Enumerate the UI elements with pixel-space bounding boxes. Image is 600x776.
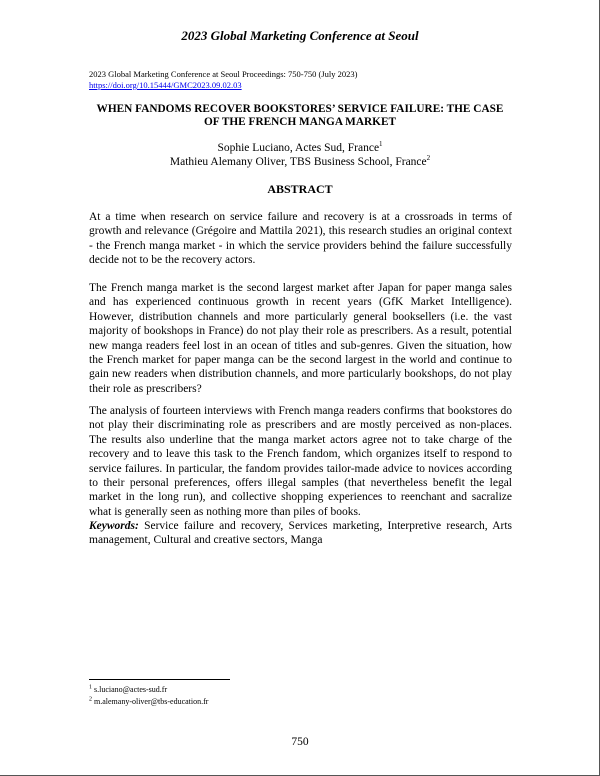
- page-number: 750: [291, 736, 309, 748]
- keywords-label: Keywords:: [89, 520, 139, 532]
- abstract-paragraph: At a time when research on service failure and recovery is at a crossroads in terms of growth and relevance (Grégoire and Mattila 2021), this research studies an original context - the French manga market - in which the service providers behind the failure successfully decide not to be the recovery actors.: [89, 211, 512, 267]
- footnote-email: m.alemany-oliver@tbs-education.fr: [92, 697, 209, 706]
- author-block: [89, 141, 511, 169]
- footnote-marker: 2: [89, 696, 92, 703]
- running-header: 2023 Global Marketing Conference at Seoul: [181, 28, 419, 43]
- abstract-heading: ABSTRACT: [267, 182, 333, 196]
- abstract-paragraph: The analysis of fourteen interviews with French manga readers confirms that bookstores do not play their discriminating role as prescribers and are mostly perceived as non-places. The results also underline that the manga market actors agree not to take charge of the recovery and to leave this task to the French fandom, which organizes itself to respond to service failures. In particular, the fandom provides tailor-made advice to novices according to their personal preferences, offers illegal samples (that nevertheless benefit the legal market in the long run), and collective shopping experiences to reenchant and sacralize what is generally seen as nothing more than piles of books.: [89, 405, 512, 518]
- abstract-paragraph: The French manga market is the second largest market after Japan for paper manga sales and has experienced continuous growth in recent years (GfK Market Intelligence). However, distribution channels and more particularly general booksellers (i.e. the vast majority of bookshops in France) do not play their role as prescribers. As a result, potential new manga readers feel lost in an ocean of titles and sub-genres. Given the situation, how the French market for paper manga can be the second largest in the world and continue to gain new readers when distribution channels, and more particularly bookshops, do not play their role as prescribers?: [89, 282, 512, 395]
- author-line: [89, 155, 511, 169]
- author-line: [89, 141, 511, 155]
- proceedings-line: 2023 Global Marketing Conference at Seoul Proceedings: 750-750 (July 2023): [89, 69, 358, 79]
- footnote-marker: 1: [89, 684, 92, 691]
- keywords-text: Service failure and recovery, Services marketing, Interpretive research, Arts management, Cultural and creative sectors, Manga: [89, 520, 512, 547]
- footnote: [89, 697, 208, 707]
- footnote-divider: [89, 679, 230, 680]
- keywords: [89, 519, 512, 548]
- author-name: Mathieu Alemany Oliver, TBS Business School, France: [169, 156, 427, 168]
- footnote-email: s.luciano@actes-sud.fr: [92, 685, 168, 694]
- footnote-marker: 2: [426, 154, 431, 163]
- footnote-marker: 1: [379, 140, 383, 149]
- author-name: Sophie Luciano, Actes Sud, France: [217, 142, 380, 154]
- footnote: [89, 685, 167, 695]
- paper-title: WHEN FANDOMS RECOVER BOOKSTORES’ SERVICE FAILURE: THE CASE OF THE FRENCH MANGA MARKET: [96, 103, 504, 128]
- doi-link[interactable]: https://doi.org/10.15444/GMC2023.09.02.03: [89, 80, 242, 90]
